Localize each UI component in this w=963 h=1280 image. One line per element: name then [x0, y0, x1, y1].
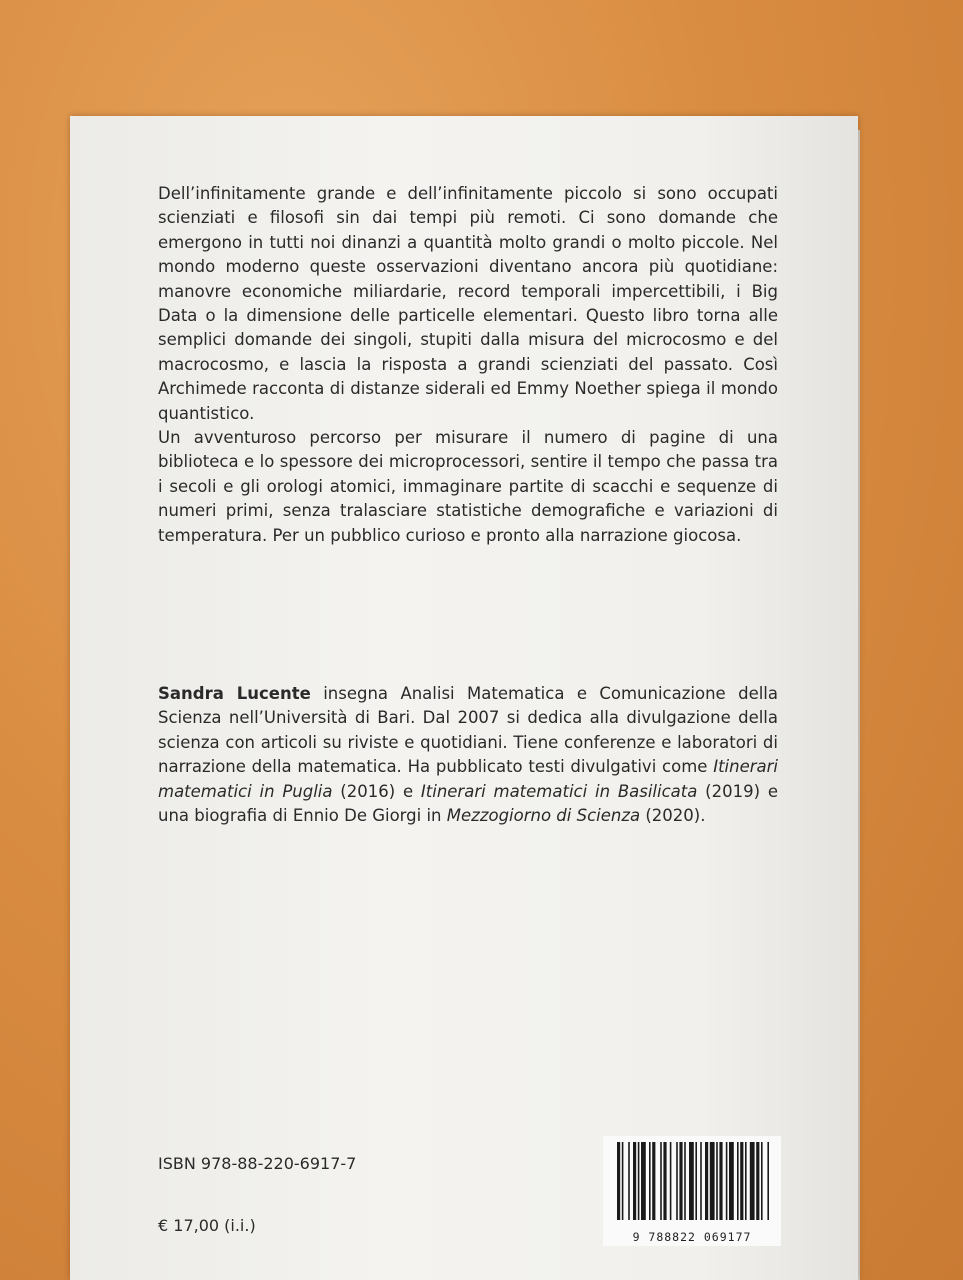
bio-text-3: (2019) e una biografia di Ennio De Giorgi in [158, 781, 778, 826]
barcode-digits: 9 788822 069177 [632, 1230, 752, 1244]
barcode-bar [622, 1142, 624, 1220]
blurb-paragraph-2: Un avventuroso percorso per misurare il numero di pagine di una biblioteca e lo spessore dei microprocessori, sentire il tempo che passa tra i secoli e gli orologi atomici, immaginare partite di scacchi e sequenze di numeri primi, senza tralasciare statistiche demografiche e variazioni di temperatura. Per un pubblico curioso e pronto alla narrazione giocosa. [158, 428, 778, 545]
barcode [603, 1136, 781, 1246]
isbn-label: ISBN 978-88-220-6917-7 [158, 1154, 357, 1173]
barcode-bar [649, 1142, 651, 1220]
barcode-bar [660, 1142, 662, 1220]
book-title-3: Mezzogiorno di Scienza [446, 806, 641, 826]
barcode-bar [689, 1142, 694, 1220]
barcode-bar [761, 1142, 763, 1220]
barcode-bar [716, 1142, 718, 1220]
barcode-bar [705, 1142, 708, 1220]
bio-text-1: insegna Analisi Matematica e Comunicazione della Scienza nell’Università di Bari. Dal 2007 si dedica alla divulgazione della scienza con articoli su riviste e quotidiani. Tiene conferenze e laboratori di narrazione della matematica. Ha pubblicato testi divulgativi come [158, 684, 778, 777]
barcode-bar [737, 1142, 739, 1220]
bio-text-2: (2016) e [332, 781, 421, 801]
author-bio [158, 682, 778, 828]
author-name: Sandra Lucente [158, 684, 311, 703]
barcode-bar [638, 1142, 640, 1220]
barcode-bar [726, 1142, 728, 1220]
barcode-bar [710, 1142, 715, 1220]
barcode-bar [700, 1142, 702, 1220]
barcode-bar [756, 1142, 759, 1220]
book-title-2: Itinerari matematici in Basilicata [420, 781, 698, 801]
barcode-bar [633, 1142, 636, 1220]
barcode-bar [767, 1142, 769, 1220]
barcode-bar [729, 1142, 734, 1220]
bio-text-4: (2020). [640, 806, 706, 826]
blurb-paragraph-1: Dell’infinitamente grande e dell’infinitamente piccolo si sono occupati scienziati e filosofi sin dai tempi più remoti. Ci sono domande che emergono in tutti noi dinanzi a quantità molto grandi o molto piccole. Nel mondo moderno queste osservazioni diventano ancora più quotidiane: manovre economiche miliardarie, record temporali impercettibili, i Big Data o la dimensione delle particelle elementari. Questo libro torna alle semplici domande dei singoli, stupiti dalla misura del microcosmo e del macrocosmo, e lascia la risposta a grandi scienziati del passato. Così Archimede racconta di distanze siderali ed Emmy Noether spiega il mondo quantistico. [158, 184, 778, 423]
barcode-bar [676, 1142, 678, 1220]
book-back-cover [70, 116, 858, 1280]
barcode-bar [719, 1142, 722, 1220]
blurb [158, 182, 778, 548]
barcode-bar [652, 1142, 655, 1220]
barcode-bar [628, 1142, 630, 1220]
barcode-bar [750, 1142, 755, 1220]
barcode-bar [641, 1142, 646, 1220]
book-title-1: Itinerari matematici in Puglia [158, 757, 778, 801]
barcode-bars [603, 1136, 781, 1226]
barcode-bar [663, 1142, 666, 1220]
barcode-bar [684, 1142, 686, 1220]
barcode-bar [740, 1142, 743, 1220]
barcode-bar [745, 1142, 747, 1220]
barcode-bar [670, 1142, 672, 1220]
price-label: € 17,00 (i.i.) [158, 1216, 256, 1235]
barcode-bar [679, 1142, 682, 1220]
barcode-bar [617, 1142, 620, 1220]
barcode-bar [695, 1142, 697, 1220]
